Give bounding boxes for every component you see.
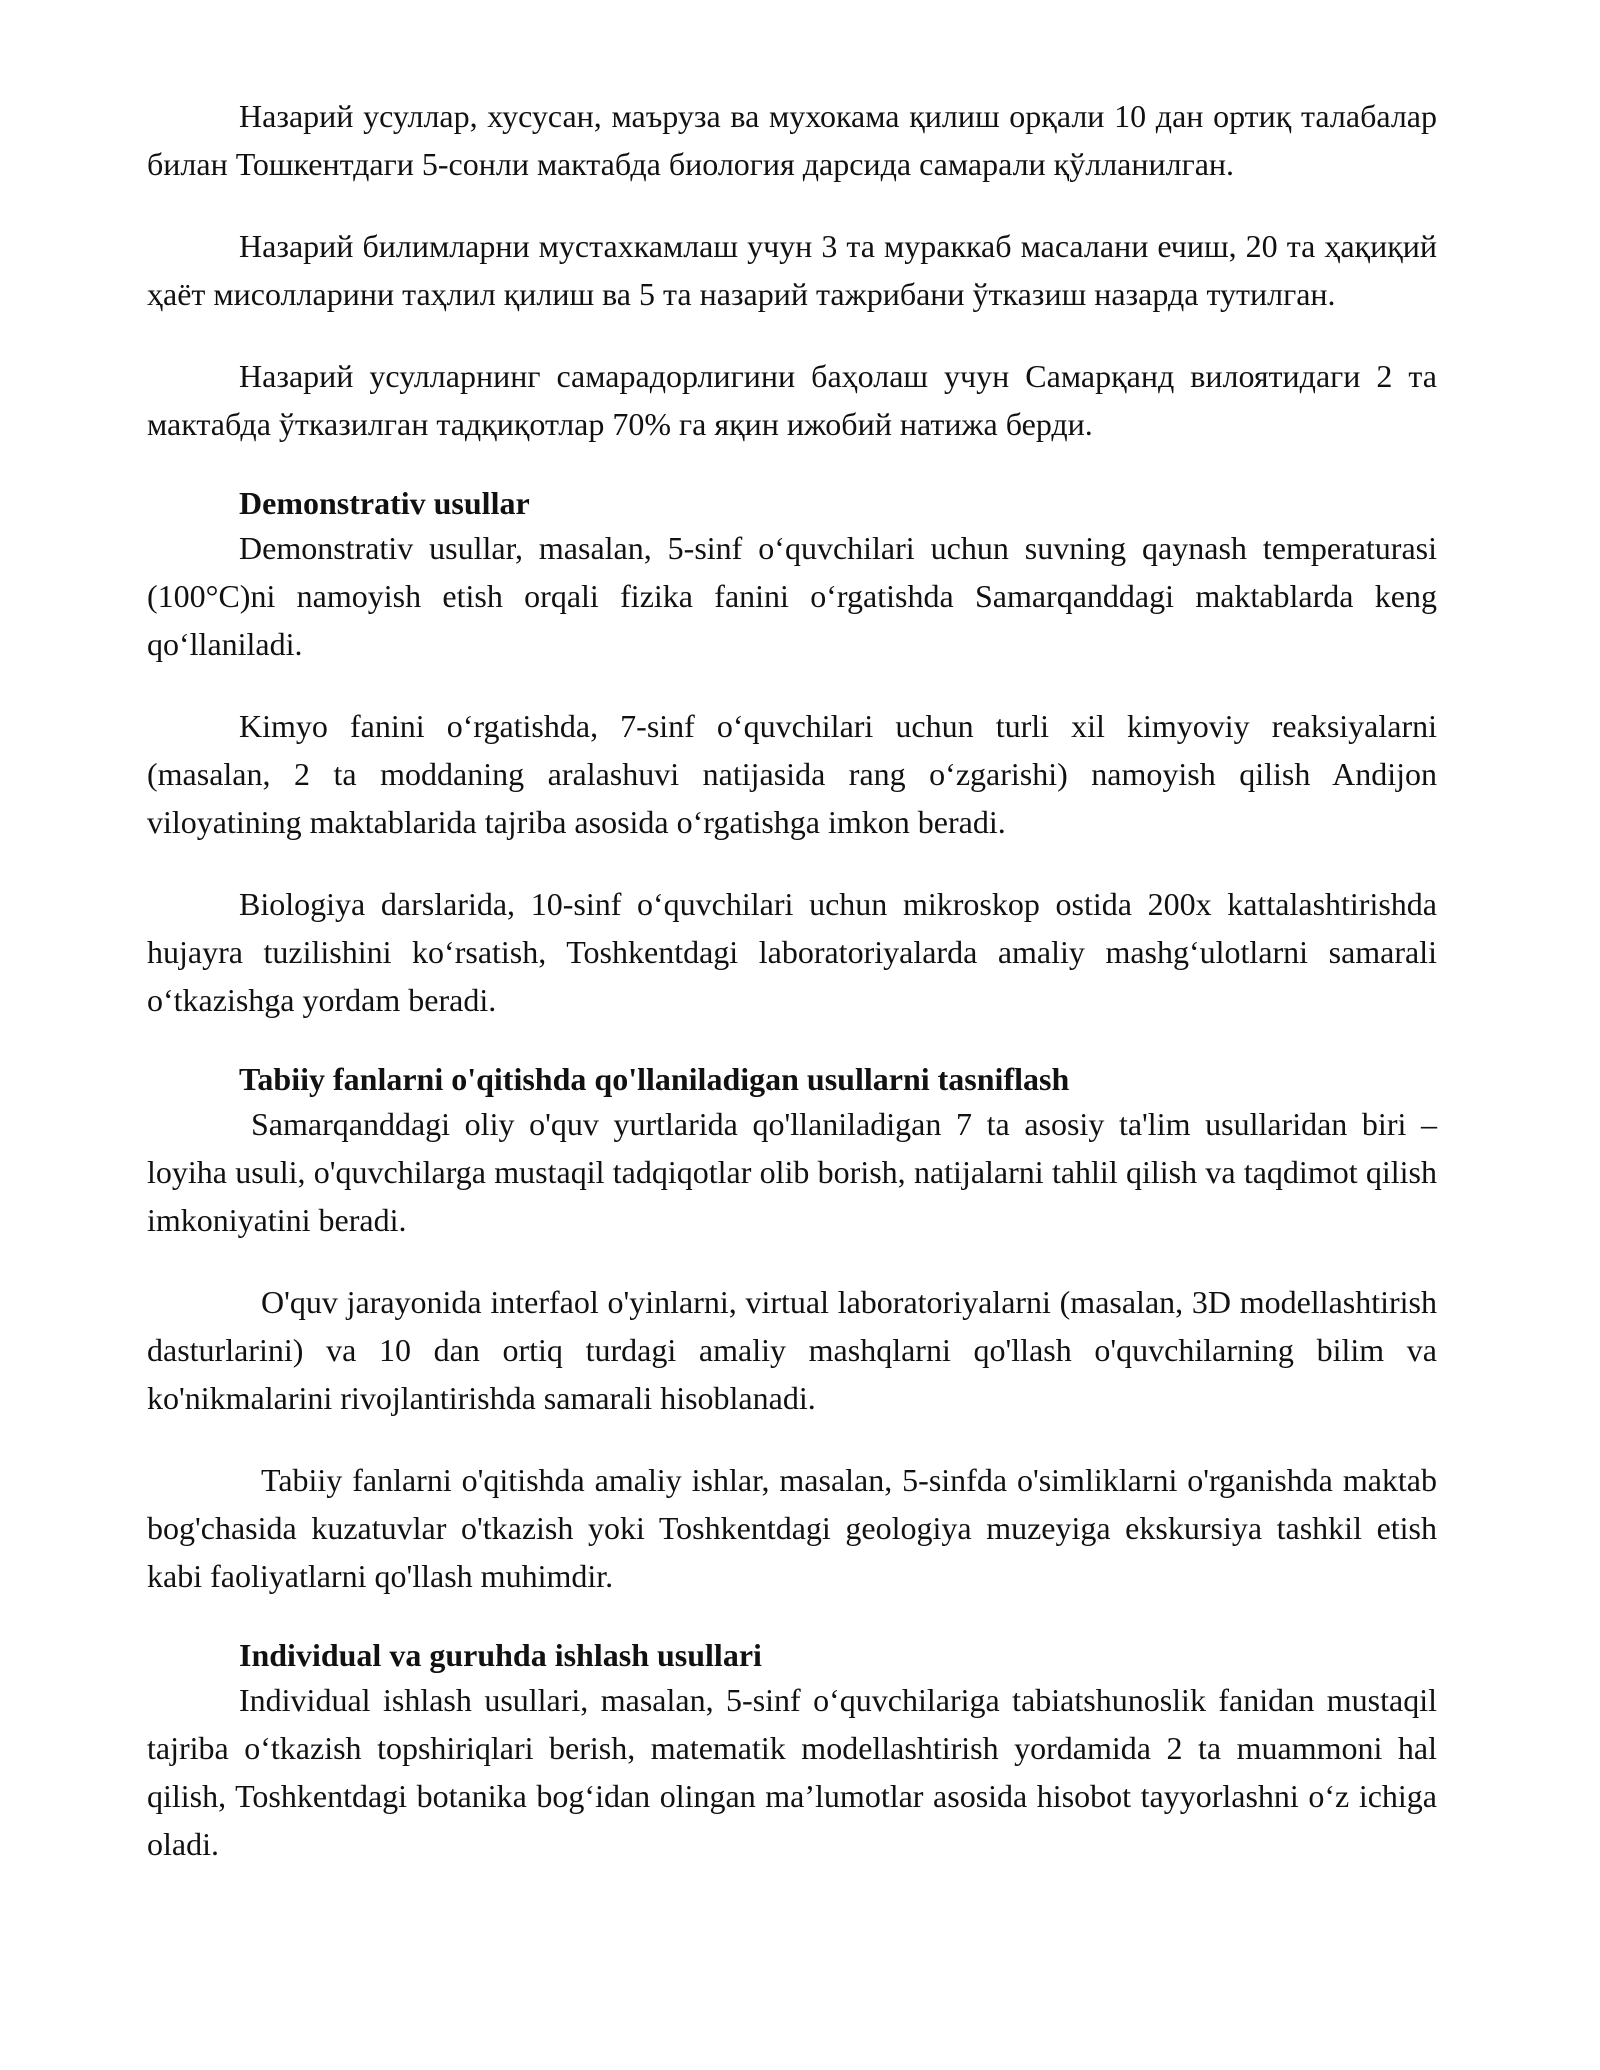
section-heading: Tabiiy fanlarni o'qitishda qo'llaniladigan usullarni tasniflash [239, 1061, 1070, 1097]
document-page [147, 92, 1437, 1868]
paragraph: Назарий усуллар, хусусан, маъруза ва мухокама қилиш орқали 10 дан ортиқ талабалар билан Тошкентдаги 5-сонли мактабда биология дарсида самарали қўлланилган. [147, 98, 1437, 182]
paragraph: Samarqanddagi oliy o'quv yurtlarida qo'llaniladigan 7 ta asosiy ta'lim usullaridan biri – loyiha usuli, o'quvchilarga mustaqil tadqiqotlar olib borish, natijalarni tahlil qilish va taqdimot qilish imkoniyatini beradi. [147, 1106, 1437, 1238]
paragraph: Назарий билимларни мустахкамлаш учун 3 та мураккаб масалани ечиш, 20 та ҳақиқий ҳаёт мисолларини таҳлил қилиш ва 5 та назарий тажрибани ўтказиш назарда тутилган. [147, 228, 1437, 312]
section-heading: Demonstrativ usullar [239, 485, 530, 521]
paragraph: Demonstrativ usullar, masalan, 5-sinf oʻquvchilari uchun suvning qaynash temperaturasi (100°C)ni namoyish etish orqali fizika fanini oʻrgatishda Samarqanddagi maktablarda keng qoʻllaniladi. [147, 530, 1437, 662]
paragraph: Biologiya darslarida, 10-sinf oʻquvchilari uchun mikroskop ostida 200x kattalashtirishda hujayra tuzilishini koʻrsatish, Toshkentdagi laboratoriyalarda amaliy mashgʻulotlarni samarali oʻtkazishga yordam beradi. [147, 886, 1437, 1018]
paragraph: Tabiiy fanlarni o'qitishda amaliy ishlar, masalan, 5-sinfda o'simliklarni o'rganishda maktab bog'chasida kuzatuvlar o'tkazish yoki Toshkentdagi geologiya muzeyiga ekskursiya tashkil etish kabi faoliyatlarni qo'llash muhimdir. [147, 1462, 1437, 1594]
paragraph: O'quv jarayonida interfaol o'yinlarni, virtual laboratoriyalarni (masalan, 3D modellashtirish dasturlarini) va 10 dan ortiq turdagi amaliy mashqlarni qo'llash o'quvchilarning bilim va ko'nikmalarini rivojlantirishda samarali hisoblanadi. [147, 1284, 1437, 1416]
paragraph: Назарий усулларнинг самарадорлигини баҳолаш учун Самарқанд вилоятидаги 2 та мактабда ўтказилган тадқиқотлар 70% га яқин ижобий натижа берди. [147, 358, 1437, 442]
paragraph: Kimyo fanini oʻrgatishda, 7-sinf oʻquvchilari uchun turli xil kimyoviy reaksiyalarni (masalan, 2 ta moddaning aralashuvi natijasida rang oʻzgarishi) namoyish qilish Andijon viloyatining maktablarida tajriba asosida oʻrgatishga imkon beradi. [147, 708, 1437, 840]
section-heading: Individual va guruhda ishlash usullari [239, 1637, 762, 1673]
paragraph: Individual ishlash usullari, masalan, 5-sinf oʻquvchilariga tabiatshunoslik fanidan mustaqil tajriba oʻtkazish topshiriqlari berish, matematik modellashtirish yordamida 2 ta muammoni hal qilish, Toshkentdagi botanika bogʻidan olingan maʼlumotlar asosida hisobot tayyorlashni oʻz ichiga oladi. [147, 1682, 1437, 1862]
